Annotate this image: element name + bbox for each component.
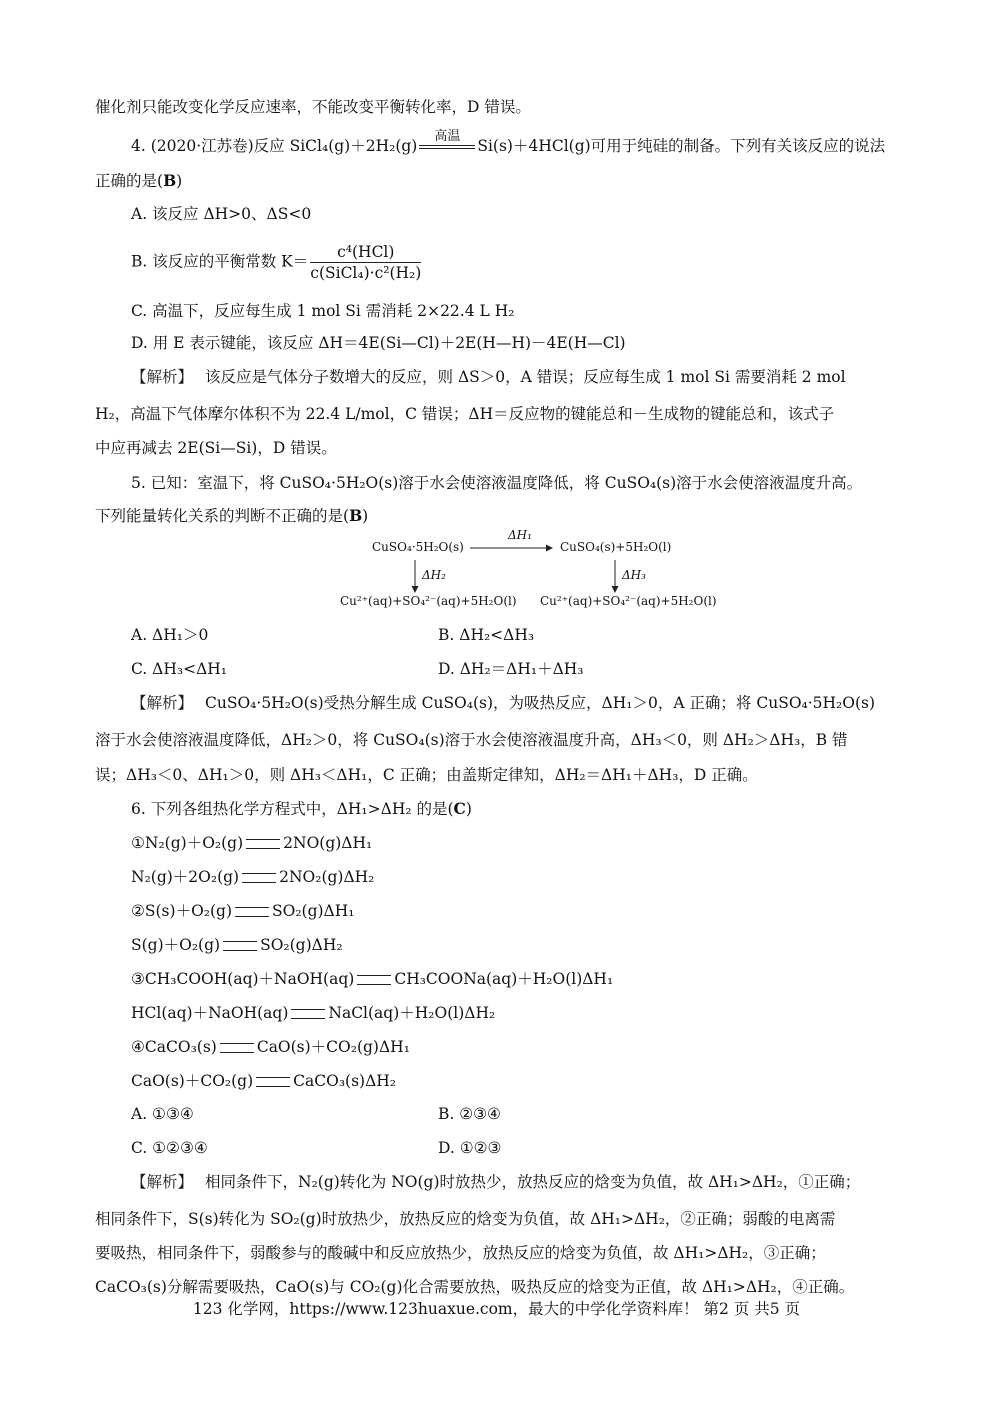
analysis-label: 【解析】 <box>131 1173 194 1191</box>
analysis-line: H₂，高温下气体摩尔体积不为 22.4 L/mol，C 错误；ΔH＝反应物的键能总和－生成物的键能总和，该式子 <box>95 405 835 423</box>
analysis: 【解析】 CuSO₄·5H₂O(s)受热分解生成 CuSO₄(s)，为吸热反应，ΔH₁＞0，A 正确；将 CuSO₄·5H₂O(s) <box>131 694 876 712</box>
question-5-stem: 5. 已知：室温下，将 CuSO₄·5H₂O(s)溶于水会使溶液温度降低，将 CuSO₄(s)溶于水会使溶液温度升高。 <box>131 474 863 492</box>
equation: ②S(s)＋O₂(g) SO₂(g)ΔH₁ <box>131 902 355 920</box>
question-5-stem-2: 下列能量转化关系的判断不正确的是(B) <box>95 506 369 525</box>
diagram-bottom-right: Cu²⁺(aq)+SO₄²⁻(aq)+5H₂O(l) <box>540 594 717 608</box>
option-a: A. ΔH₁＞0 <box>131 626 209 644</box>
answer: B <box>163 171 177 190</box>
equation: ③CH₃COOH(aq)＋NaOH(aq) CH₃COONa(aq)＋H₂O(l)ΔH₁ <box>131 970 614 988</box>
option-b: B. ΔH₂<ΔH₃ <box>438 626 535 644</box>
analysis-label: 【解析】 <box>131 694 194 712</box>
question-4-stem-2: 正确的是(B) <box>95 171 183 190</box>
diagram-top-left: CuSO₄·5H₂O(s) <box>372 540 464 554</box>
equilibrium-fraction: $\frac{\text{c⁴(HCl)}}{\text{c(SiCl₄)·c²(H₂)}}$ <box>310 243 422 282</box>
equation: ④CaCO₃(s) CaO(s)＋CO₂(g)ΔH₁ <box>131 1038 410 1056</box>
equation: N₂(g)＋2O₂(g) 2NO₂(g)ΔH₂ <box>131 868 375 886</box>
equation: HCl(aq)＋NaOH(aq) NaCl(aq)＋H₂O(l)ΔH₂ <box>131 1004 496 1022</box>
diagram-top-right: CuSO₄(s)+5H₂O(l) <box>560 540 672 554</box>
option-d: D. 用 E 表示键能，该反应 ΔH＝4E(Si—Cl)＋2E(H—H)－4E(H—Cl) <box>131 334 626 352</box>
analysis-line: 误；ΔH₃＜0、ΔH₁＞0，则 ΔH₃＜ΔH₁，C 正确；由盖斯定律知，ΔH₂＝ΔH₁＋ΔH₃，D 正确。 <box>95 766 758 784</box>
equation: ①N₂(g)＋O₂(g) 2NO(g)ΔH₁ <box>131 834 373 852</box>
option-c: C. ①②③④ <box>131 1139 208 1157</box>
diagram-arrows <box>330 532 710 618</box>
energy-cycle-diagram <box>330 528 717 618</box>
equation: CaO(s)＋CO₂(g) CaCO₃(s)ΔH₂ <box>131 1072 397 1090</box>
delta-h3-label: ΔH₃ <box>622 568 646 582</box>
delta-h2-label: ΔH₂ <box>422 568 446 582</box>
text-line: 催化剂只能改变化学反应速率，不能改变平衡转化率，D 错误。 <box>95 98 531 116</box>
analysis-line: 中应再减去 2E(Si—Si)，D 错误。 <box>95 439 337 457</box>
option-d: D. ①②③ <box>438 1139 502 1157</box>
analysis: 【解析】 相同条件下，N₂(g)转化为 NO(g)时放热少，放热反应的焓变为负值，故 ΔH₁>ΔH₂，①正确； <box>131 1173 861 1191</box>
analysis-line: 要吸热，相同条件下，弱酸参与的酸碱中和反应放热少，放热反应的焓变为负值，故 ΔH₁>ΔH₂，③正确； <box>95 1244 826 1262</box>
question-6-stem: 6. 下列各组热化学方程式中，ΔH₁>ΔH₂ 的是(C) <box>131 799 472 818</box>
reaction-condition: 高温 <box>419 140 475 154</box>
option-a: A. 该反应 ΔH>0、ΔS<0 <box>131 205 312 223</box>
delta-h1-label: ΔH₁ <box>508 528 532 542</box>
equation: S(g)＋O₂(g) SO₂(g)ΔH₂ <box>131 936 343 954</box>
diagram-bottom-left: Cu²⁺(aq)+SO₄²⁻(aq)+5H₂O(l) <box>340 594 517 608</box>
option-c: C. 高温下，反应每生成 1 mol Si 需消耗 2×22.4 L H₂ <box>131 302 515 320</box>
option-b: B. ②③④ <box>438 1105 501 1123</box>
option-d: D. ΔH₂＝ΔH₁＋ΔH₃ <box>438 660 584 678</box>
question-4-stem: 4. (2020·江苏卷)反应 SiCl₄(g)＋2H₂(g) 高温 Si(s)＋4HCl(g)可用于纯硅的制备。下列有关该反应的说法 <box>131 129 886 155</box>
analysis-line: 相同条件下，S(s)转化为 SO₂(g)时放热少，放热反应的焓变为负值，故 ΔH₁>ΔH₂，②正确；弱酸的电离需 <box>95 1210 836 1228</box>
page-footer: 123 化学网，https://www.123huaxue.com，最大的中学化学资料库！ 第2 页 共5 页 <box>192 1300 801 1318</box>
analysis-line: 溶于水会使溶液温度降低，ΔH₂＞0，将 CuSO₄(s)溶于水会使溶液温度升高，ΔH₃＜0，则 ΔH₂＞ΔH₃，B 错 <box>95 731 848 749</box>
analysis: 【解析】 该反应是气体分子数增大的反应，则 ΔS＞0，A 错误；反应每生成 1 mol Si 需要消耗 2 mol <box>131 368 846 386</box>
analysis-line: CaCO₃(s)分解需要吸热，CaO(s)与 CO₂(g)化合需要放热，吸热反应的焓变为正值，故 ΔH₁>ΔH₂，④正确。 <box>95 1278 855 1296</box>
answer: C <box>453 799 466 818</box>
option-b: B. 该反应的平衡常数 K＝ $\frac{\text{c⁴(HCl)}}{\text{c(SiCl₄)·c²(H₂)}}$ <box>131 243 422 282</box>
analysis-label: 【解析】 <box>131 368 194 386</box>
option-c: C. ΔH₃<ΔH₁ <box>131 660 227 678</box>
option-a: A. ①③④ <box>131 1105 194 1123</box>
answer: B <box>349 506 363 525</box>
